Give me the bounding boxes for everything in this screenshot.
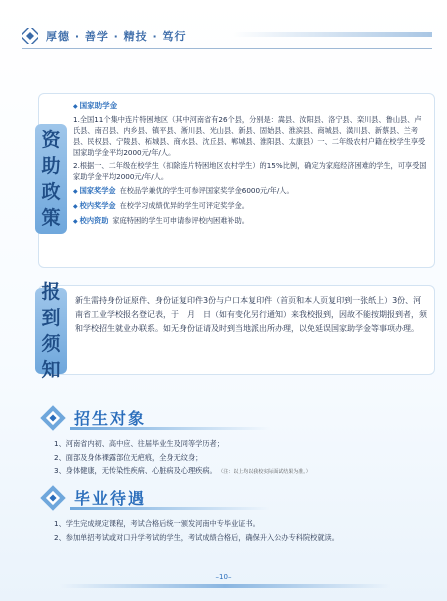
enroll-note: （注：以上均以我校实际面试结果为准。） [220, 469, 311, 475]
side-char: 助 [41, 155, 61, 177]
notice-side-tab [35, 281, 67, 381]
notice-text: 新生需持身份证原件、身份证复印件3份与户口本复印件（首页和本人页复印到一张纸上）3份、河南省工业学校报名登记表，于 月 日（如有变化另行通知）来我校报到，因故不能按期报到者，须和学校招生就业办联系。如无身份证请及时到当地派出所办理，以免延误国家助学金等事项办理。 [75, 296, 427, 333]
list-item: 2、参加单招考试或对口升学考试的学生，考试成绩合格后，确保升入公办专科院校就读。 [54, 532, 339, 542]
benefit-list [54, 517, 433, 544]
banner-underline [70, 427, 270, 430]
side-char: 到 [41, 307, 61, 329]
list-item: 2、面部及身体裸露部位无疤痕，全身无纹身； [54, 452, 203, 462]
diamond-icon: ◆ [73, 203, 78, 210]
page-number: –10– [215, 573, 232, 581]
banner-underline [70, 507, 270, 510]
side-char: 须 [41, 333, 61, 355]
benefit-title: 毕业待遇 [74, 488, 147, 508]
header-decor-bar [232, 32, 432, 37]
side-char: 策 [41, 207, 61, 229]
page-header [22, 23, 432, 49]
enroll-list [54, 437, 433, 480]
side-char: 资 [41, 129, 61, 151]
diamond-emblem-icon [40, 485, 66, 511]
funding-paragraph-1: 1.全国11个集中连片特困地区（其中河南省有26个县，分别是：嵩县、汝阳县、洛宁县、栾川县、鲁山县、卢氏县、南召县、内乡县、镇平县、淅川县、光山县、新县、固始县、淮滨县、商城县、潢川县、新蔡县、兰考县、民权县、宁陵县、柘城县、商水县、沈丘县、郸城县、淮阳县、太康县）一、二年级农村户籍在校学生享受国家助学金平均2000元/年/人。 [73, 115, 426, 157]
list-item: 3、身体健康，无传染性疾病、心脏病及心理疾病。 （注：以上均以我校实际面试结果为准。） [54, 466, 311, 475]
side-char: 报 [41, 281, 61, 303]
school-logo-icon [22, 28, 38, 44]
diamond-icon: ◆ [73, 103, 78, 110]
enroll-title: 招生对象 [74, 408, 147, 428]
diamond-icon: ◆ [73, 218, 78, 225]
diamond-icon: ◆ [73, 188, 78, 195]
funding-bullet: ◆ 国家奖学金 在校品学兼优的学生可参评国家奖学金6000元/年/人。 [73, 186, 294, 195]
funding-side-tab [35, 124, 67, 234]
funding-content [73, 100, 428, 227]
diamond-emblem-icon [40, 405, 66, 431]
funding-bullet: ◆ 校内奖学金 在校学习成绩优异的学生可评定奖学金。 [73, 201, 249, 210]
funding-bullet: ◆ 校内资助 家庭特困的学生可申请参评校内困难补助。 [73, 216, 249, 225]
list-item: 1、学生完成规定课程，考试合格后统一颁发河南中专毕业证书。 [54, 519, 260, 528]
funding-paragraph-2: 2.根据一、二年级在校学生（扣除连片特困地区农村学生）的15%比例，确定为家庭经济困难的学生，可享受国家助学金平均2000元/年/人。 [73, 161, 427, 181]
list-item: 1、河南省内初、高中应、往届毕业生及同等学历者； [54, 439, 224, 448]
side-char: 知 [41, 359, 61, 381]
registration-notice-box [38, 281, 435, 381]
enroll-banner [40, 405, 280, 431]
national-grant-heading: ◆ 国家助学金 [73, 101, 118, 110]
side-char: 政 [41, 181, 61, 203]
school-motto: 厚德 · 善学 · 精技 · 笃行 [46, 29, 187, 43]
footer-decor-bar [60, 584, 390, 588]
funding-policy-box [38, 93, 435, 268]
benefit-banner [40, 485, 280, 511]
